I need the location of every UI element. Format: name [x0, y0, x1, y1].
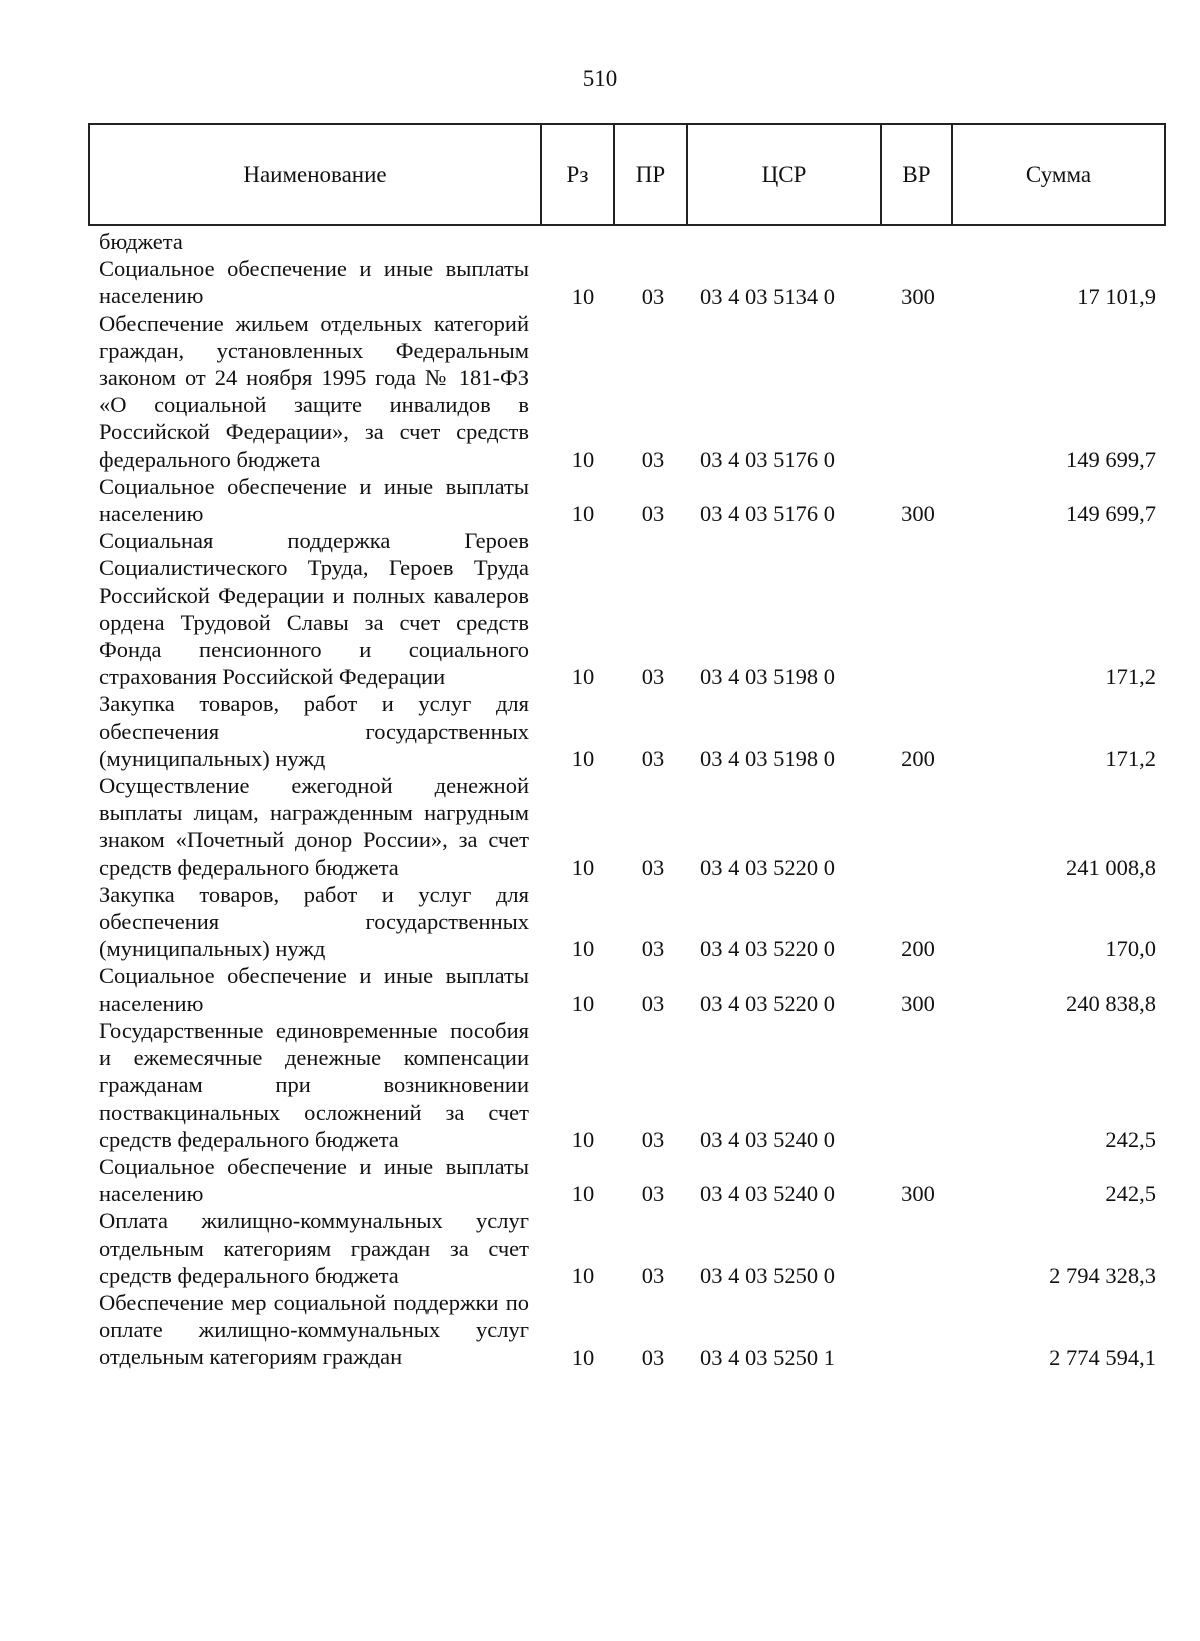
row-pr: 03 [641, 283, 665, 309]
table-row [0, 228, 1200, 255]
row-name: Обеспечение жильем отдельных категорий граждан, установленных Федеральным законом от 24 ноября 1995 года № 181-ФЗ «О социальной защите инвалидов в Российской Федерации», за счет средств федерального бюджета [99, 310, 529, 472]
row-name: Социальное обеспечение и иные выплаты населению [99, 256, 529, 309]
row-csr: 03 4 03 5198 0 [700, 664, 835, 690]
row-vr: 300 [901, 501, 935, 527]
table-row [0, 473, 1200, 527]
row-name: бюджета [99, 229, 183, 254]
row-name: Оплата жилищно-коммунальных услуг отдельным категориям граждан за счет средств федерального бюджета [99, 1208, 529, 1288]
row-pr: 03 [641, 446, 665, 472]
header-rz: Рз [542, 125, 615, 224]
row-csr: 03 4 03 5220 0 [700, 854, 835, 880]
row-vr: 300 [901, 990, 935, 1016]
row-vr: 300 [901, 1181, 935, 1207]
header-sum: Сумма [1025, 161, 1092, 187]
page-number: 510 [582, 66, 618, 91]
row-pr: 03 [641, 664, 665, 690]
row-name: Социальное обеспечение и иные выплаты населению [99, 1153, 529, 1207]
header-csr: ЦСР [688, 125, 882, 224]
row-sum: 149 699,7 [1066, 446, 1156, 472]
row-csr: 03 4 03 5176 0 [700, 501, 835, 527]
row-rz: 10 [571, 501, 595, 527]
row-pr: 03 [641, 936, 665, 962]
table-row [0, 1207, 1200, 1289]
table-header [88, 123, 1166, 226]
row-name: Закупка товаров, работ и услуг для обеспечения государственных (муниципальных) нужд [99, 691, 529, 771]
row-sum: 171,2 [1105, 664, 1156, 690]
table-row [0, 881, 1200, 963]
table-row [0, 1289, 1200, 1371]
row-pr: 03 [641, 1344, 665, 1370]
table-row [0, 1017, 1200, 1153]
row-csr: 03 4 03 5240 0 [700, 1126, 835, 1152]
row-pr: 03 [641, 854, 665, 880]
row-rz: 10 [571, 446, 595, 472]
row-csr: 03 4 03 5198 0 [700, 746, 835, 772]
row-name: Социальное обеспечение и иные выплаты населению [99, 473, 529, 527]
row-name: Закупка товаров, работ и услуг для обеспечения государственных (муниципальных) нужд [99, 881, 529, 962]
row-sum: 2 794 328,3 [1049, 1262, 1156, 1288]
row-csr: 03 4 03 5240 0 [700, 1181, 835, 1207]
table-row [0, 690, 1200, 772]
row-rz: 10 [571, 1181, 595, 1207]
row-sum: 242,5 [1105, 1126, 1156, 1152]
row-rz: 10 [571, 936, 595, 962]
row-name: Социальное обеспечение и иные выплаты населению [99, 963, 529, 1016]
row-pr: 03 [641, 1262, 665, 1288]
row-name: Государственные единовременные пособия и ежемесячные денежные компенсации гражданам при возникновении поствакцинальных осложнений за счет средств федерального бюджета [99, 1017, 529, 1152]
table-row [0, 1153, 1200, 1207]
row-name: Социальная поддержка Героев Социалистического Труда, Героев Труда Российской Федерации и полных кавалеров ордена Трудовой Славы за счет средств Фонда пенсионного и социального страхования Российской Федерации [99, 528, 529, 690]
row-sum: 149 699,7 [1066, 501, 1156, 527]
row-csr: 03 4 03 5220 0 [700, 990, 835, 1016]
table-body [0, 228, 1200, 1371]
row-sum: 242,5 [1105, 1181, 1156, 1207]
row-csr: 03 4 03 5250 0 [700, 1262, 835, 1288]
row-rz: 10 [571, 746, 595, 772]
row-rz: 10 [571, 1262, 595, 1288]
table-row [0, 310, 1200, 473]
row-vr: 200 [901, 746, 935, 772]
row-csr: 03 4 03 5250 1 [700, 1344, 835, 1370]
row-rz: 10 [571, 664, 595, 690]
row-rz: 10 [571, 1344, 595, 1370]
row-sum: 241 008,8 [1066, 854, 1156, 880]
row-rz: 10 [571, 854, 595, 880]
table-row [0, 772, 1200, 881]
row-csr: 03 4 03 5176 0 [700, 446, 835, 472]
row-vr: 300 [901, 283, 935, 309]
row-pr: 03 [641, 501, 665, 527]
row-csr: 03 4 03 5220 0 [700, 936, 835, 962]
row-sum: 17 101,9 [1077, 283, 1156, 309]
row-rz: 10 [571, 990, 595, 1016]
table-row [0, 962, 1200, 1016]
row-sum: 2 774 594,1 [1049, 1344, 1156, 1370]
row-vr: 200 [901, 936, 935, 962]
row-csr: 03 4 03 5134 0 [700, 283, 835, 309]
table-row [0, 255, 1200, 309]
header-vr: ВР [882, 125, 953, 224]
row-sum: 171,2 [1105, 746, 1156, 772]
row-pr: 03 [641, 1126, 665, 1152]
row-name: Осуществление ежегодной денежной выплаты лицам, награжденным нагрудным знаком «Почетный донор России», за счет средств федерального бюджета [99, 773, 529, 880]
row-rz: 10 [571, 1126, 595, 1152]
row-name: Обеспечение мер социальной поддержки по оплате жилищно-коммунальных услуг отдельным категориям граждан [99, 1289, 529, 1370]
row-pr: 03 [641, 746, 665, 772]
header-pr: ПР [615, 125, 688, 224]
row-rz: 10 [571, 283, 595, 309]
table-row [0, 527, 1200, 690]
row-sum: 170,0 [1105, 936, 1156, 962]
row-pr: 03 [641, 990, 665, 1016]
row-pr: 03 [641, 1181, 665, 1207]
header-name: Наименование [90, 125, 542, 224]
row-sum: 240 838,8 [1066, 990, 1156, 1016]
